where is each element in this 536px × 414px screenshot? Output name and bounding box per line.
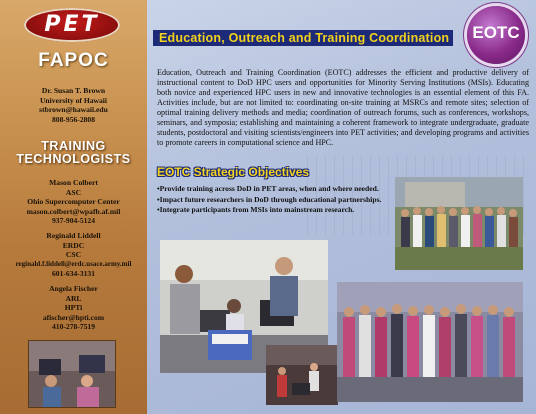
technologist-name: Reginald Liddell <box>46 231 101 240</box>
students-photo <box>266 345 338 405</box>
lead-email: stbrown@hawaii.edu <box>39 105 108 114</box>
technologist-contact <box>0 178 147 226</box>
technologist-org: ERDC <box>62 240 85 250</box>
technologist-email: reginald.f.liddell@erdc.usace.army.mil <box>15 259 132 268</box>
intro-paragraph: Education, Outreach and Training Coordination (EOTC) addresses the efficient and productive delivery of instructional content to DoD HPC users and opportunities for Minority Serving Institutions (MSIs). Educating both novice and experienced HPC users in new and innovative technologies is an essential element of this FA. Activities include, but are not limited to: coordinating on-site training at MSRCs and remote sites; selection of optimal training delivery methods and media; coordination of outreach forums, such as conferences, workshops, seminars, and symposia; establishing and maintaining a coherent framework to integrate undergraduate, graduate students, postdoctoral and visiting scientists/engineers into PET activities; and developing programs and activities to promote careers in computational science and HPC. <box>157 68 529 147</box>
classroom-photo-image <box>29 341 115 407</box>
section-title-training-technologists <box>0 140 147 166</box>
technologist-contact <box>0 284 147 332</box>
strategic-objectives-heading-text: EOTC Strategic Objectives <box>157 165 310 179</box>
lead-name: Dr. Susan T. Brown <box>41 86 106 95</box>
technologist-phone: 937-904-5124 <box>51 216 96 225</box>
technologist-name: Angela Fischer <box>49 284 98 293</box>
program-title: FAPOC <box>38 50 109 71</box>
main-panel <box>147 0 536 414</box>
sidebar <box>0 0 147 414</box>
objectives-list <box>157 184 397 216</box>
technologist-email: mason.colbert@wpafb.af.mil <box>26 206 121 216</box>
list-item: •Integrate participants from MSIs into mainstream research. <box>157 205 355 214</box>
classroom-photo <box>28 340 116 408</box>
technologist-org: CSC <box>65 250 82 259</box>
lead-contact <box>0 86 147 124</box>
list-item: •Provide training across DoD in PET areas, when and where needed. <box>157 184 379 193</box>
eotc-badge-text: EOTC <box>472 23 520 42</box>
lead-phone: 808-956-2808 <box>51 114 96 124</box>
section-title-line-2: TECHNOLOGISTS <box>16 152 131 166</box>
technologist-phone: 601-634-3131 <box>51 269 96 278</box>
students-photo-image <box>266 345 338 405</box>
technologist-org: HPTi <box>64 303 83 312</box>
strategic-objectives-heading <box>157 165 377 180</box>
technologist-org: Ohio Supercomputer Center <box>27 197 120 206</box>
pet-logo <box>24 8 120 42</box>
eotc-badge <box>467 6 525 64</box>
group-photo-outdoors <box>395 177 523 270</box>
list-item: •Impact future researchers in DoD through educational partnerships. <box>157 194 382 204</box>
title-banner <box>153 30 453 46</box>
pet-logo-text: PET <box>44 12 100 37</box>
technologist-org: ASC <box>65 187 82 197</box>
group-photo-indoors-image <box>337 282 523 402</box>
technologist-name: Mason Colbert <box>49 178 98 187</box>
technologist-org: ARL <box>65 293 82 303</box>
technologist-email: afischer@hpti.com <box>42 312 105 322</box>
technologist-contact <box>0 231 147 279</box>
technologist-phone: 410-278-7519 <box>51 322 96 331</box>
group-photo-outdoors-image <box>395 177 523 270</box>
section-title-line-1: TRAINING <box>41 139 106 153</box>
lead-org: University of Hawaii <box>39 95 108 105</box>
group-photo-indoors <box>337 282 523 402</box>
page-title: Education, Outreach and Training Coordination <box>159 31 450 45</box>
